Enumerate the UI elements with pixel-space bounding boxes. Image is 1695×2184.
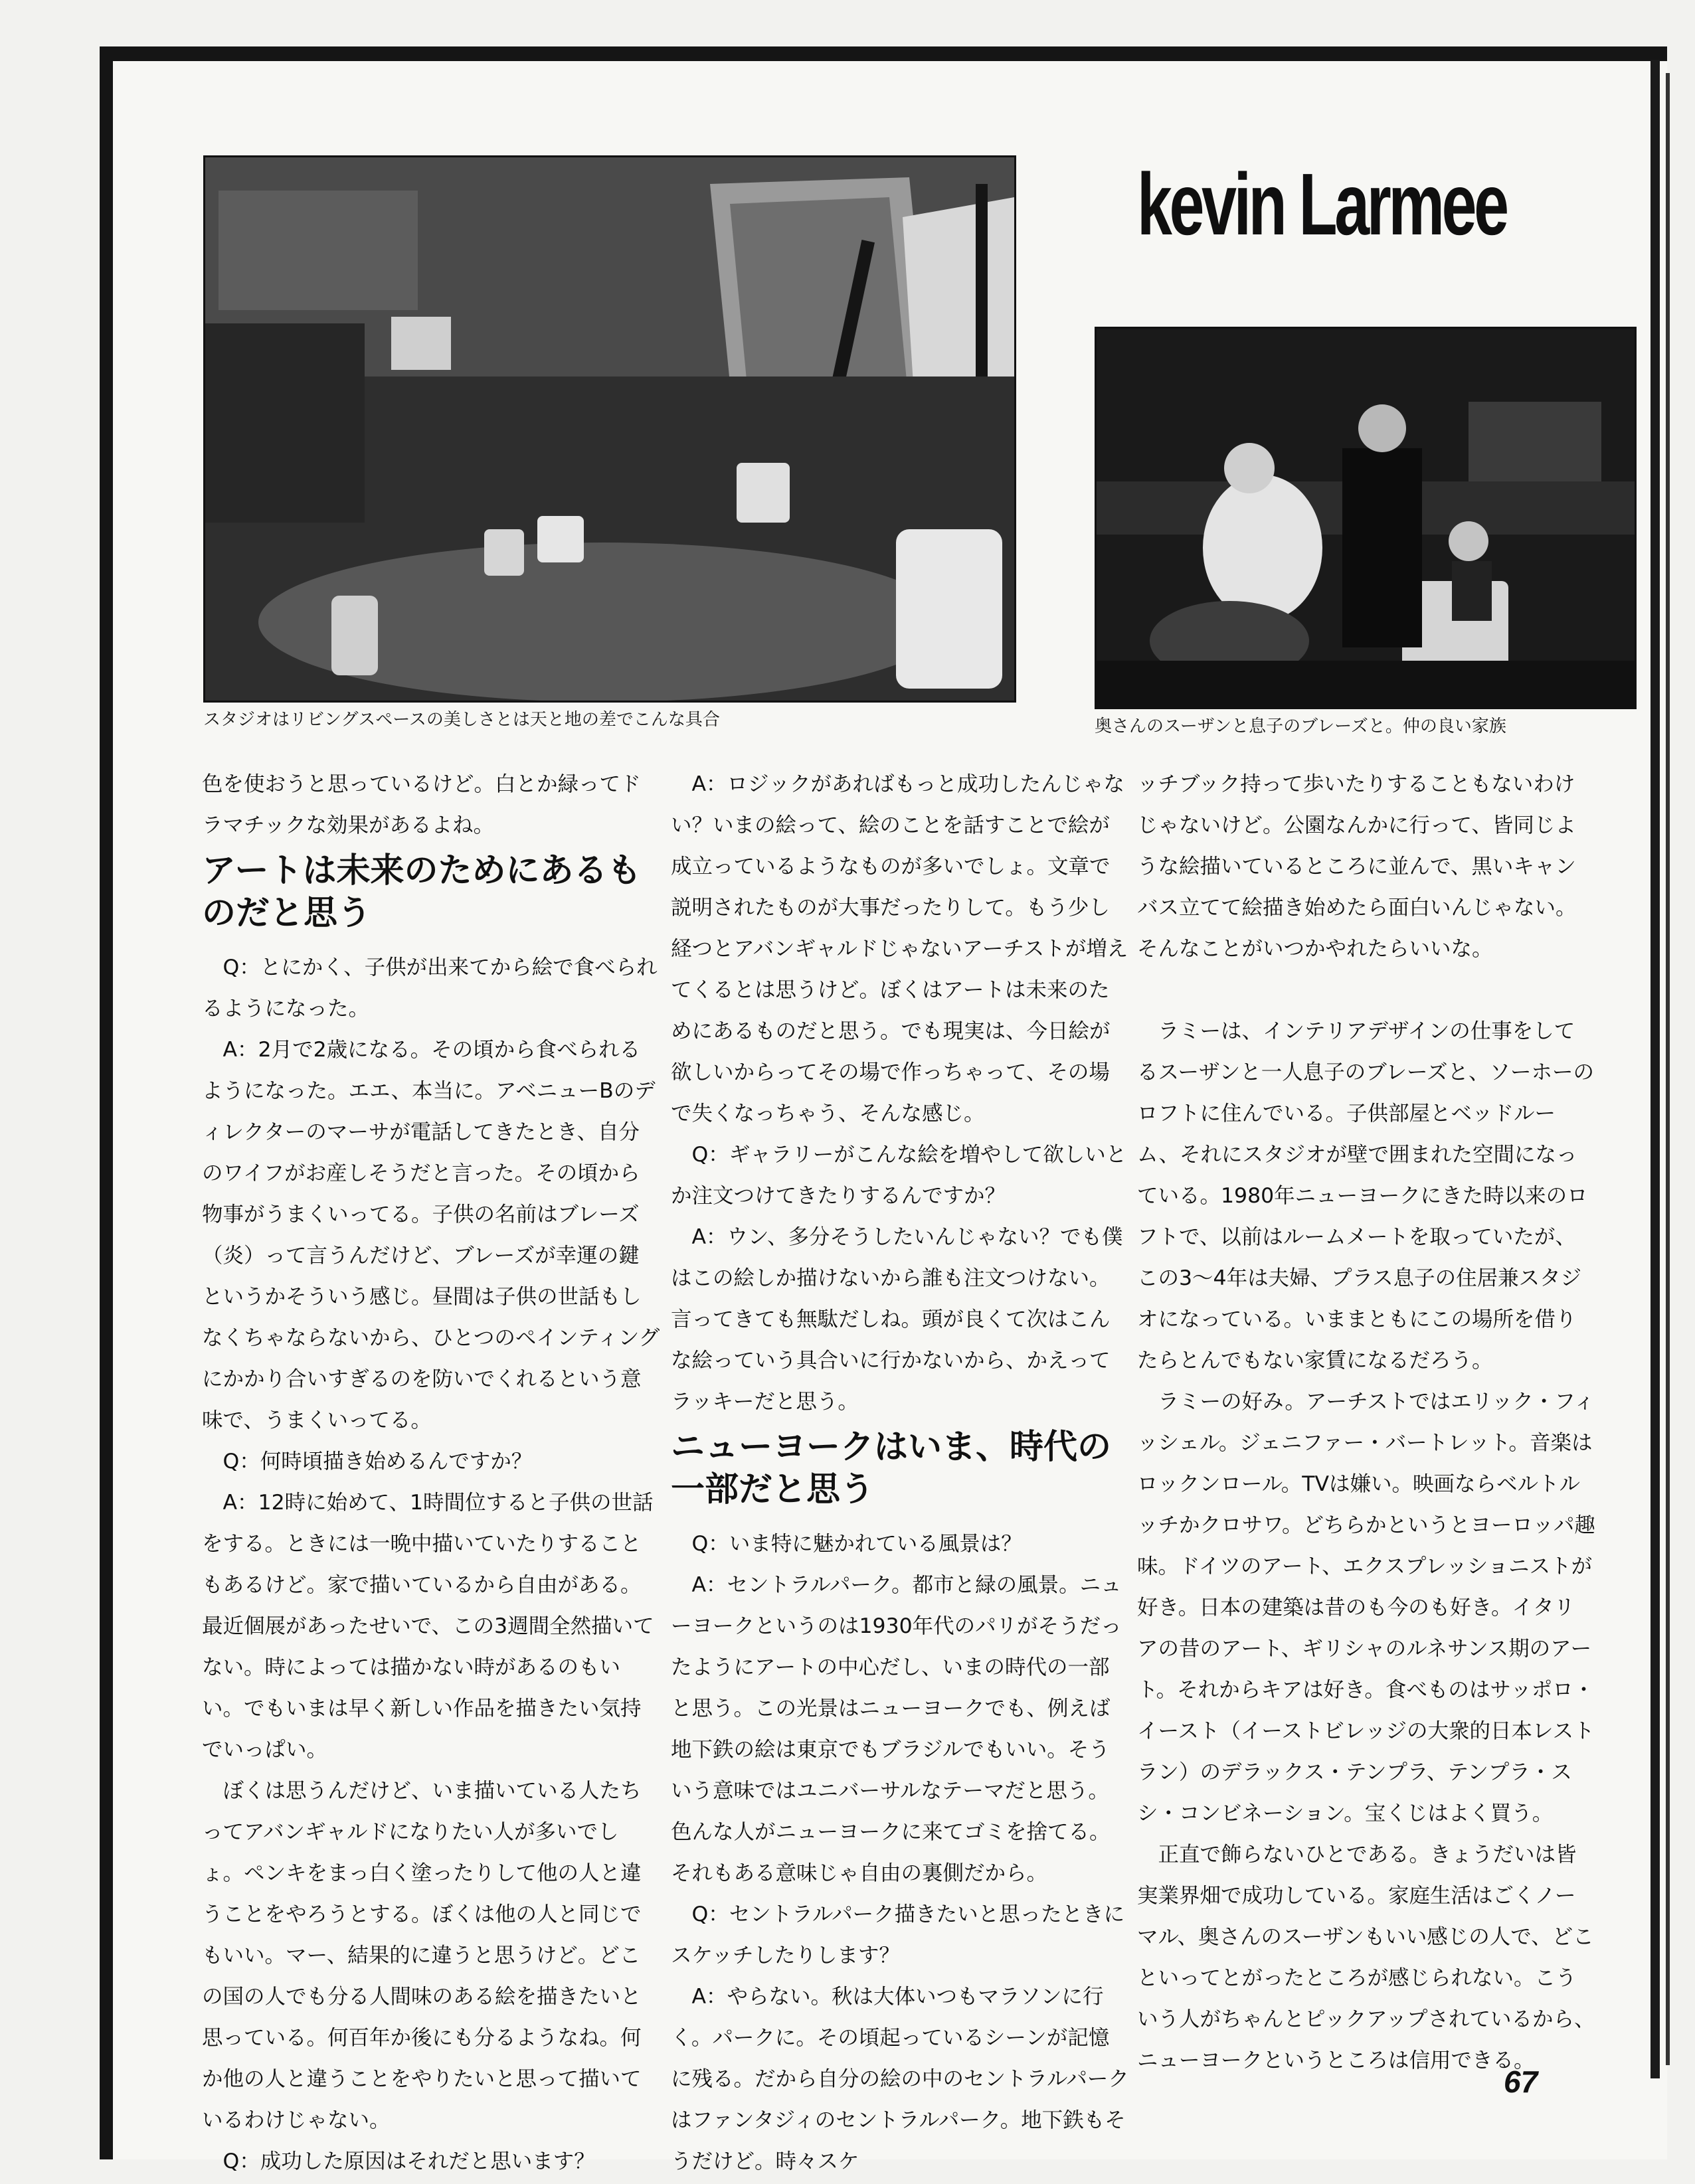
border-rule xyxy=(1650,60,1660,2078)
studio-photo-image xyxy=(205,157,1014,701)
paragraph: Q：セントラルパーク描きたいと思ったときにスケッチしたりします？ xyxy=(671,1902,1125,1968)
article-column-2 xyxy=(671,764,1129,2182)
section-heading: アートは未来のためにあるものだと思う xyxy=(202,851,642,933)
paragraph: 正直で飾らないひとである。きょうだいは皆実業界畑で成功している。家庭生活はごくノーマル、奥さんのスーザンもいい感じの人で、どこといってとがったところが感じられない。こういう人がちゃんとピックアップされているから、ニューヨークというところは信用できる。 xyxy=(1137,1843,1595,2072)
family-photo-caption: 奥さんのスーザンと息子のブレーズと。仲の良い家族 xyxy=(1095,716,1506,736)
border-rule xyxy=(1666,73,1670,2065)
paragraph: A：12時に始めて、1時間位すると子供の世話をする。ときには一晩中描いていたりすることもあるけど。家で描いているから自由がある。最近個展があったせいで、この3週間全然描いてない。時によっては描かない時があるのもいい。でもいまは早く新しい作品を描きたい気持でいっぱい。 xyxy=(202,1491,654,1762)
paragraph: Q：成功した原因はそれだと思います？ xyxy=(223,2149,595,2173)
article-column-3 xyxy=(1137,764,1595,2081)
family-photo xyxy=(1095,327,1637,709)
paragraph: ラミーは、インテリアデザインの仕事をしてるスーザンと一人息子のブレーズと、ソーホーのロフトに住んでいる。子供部屋とベッドルーム、それにスタジオが壁で囲まれた空間になっている。1980年ニューヨークにきた時以来のロフトで、以前はルームメートを取っていたが、この3～4年は夫婦、プラス息子の住居兼スタジオになっている。いままともにこの場所を借りたらとんでもない家賃になるだろう。 xyxy=(1137,1019,1594,1373)
paragraph: A：ウン、多分そうしたいんじゃない？でも僕はこの絵しか描けないから誰も注文つけない。言ってきても無駄だしね。頭が良くて次はこんな絵っていう具合いに行かないから、かえってラッキーだと思う。 xyxy=(671,1225,1123,1414)
paragraph: Q：ギャラリーがこんな絵を増やして欲しいとか注文つけてきたりするんですか？ xyxy=(671,1143,1127,1208)
paragraph: A：やらない。秋は大体いつもマラソンに行く。パークに。その頃起っているシーンが記憶に残る。だから自分の絵の中のセントラルパークはファンタジィのセントラルパーク。地下鉄もそうだけど。時々スケ xyxy=(671,1985,1129,2173)
page-title: kevin Larmee xyxy=(1137,155,1506,253)
article-column-1 xyxy=(202,764,660,2182)
paragraph: A：ロジックがあればもっと成功したんじゃない？いまの絵って、絵のことを話すことで絵が成立っているようなものが多いでしょ。文章で説明されたものが大事だったりして。もう少し経つとアバンギャルドじゃないアーチストが増えてくるとは思うけど。ぼくはアートは未来のためにあるものだと思う。でも現実は、今日絵が欲しいからってその場で作っちゃって、その場で失くなっちゃう、そんな感じ。 xyxy=(671,772,1128,1126)
paragraph: Q：とにかく、子供が出来てから絵で食べられるようになった。 xyxy=(202,956,658,1021)
paragraph: A：2月で2歳になる。その頃から食べられるようになった。エエ、本当に。アベニューBのディレクターのマーサが電話してきたとき、自分のワイフがお産しそうだと言った。その頃から物事がうまくいってる。子供の名前はブレーズ（炎）って言うんだけど、ブレーズが幸運の鍵というかそういう感じ。昼間は子供の世話もしなくちゃならないから、ひとつのペインティングにかかり合いすぎるのを防いでくれるという意味で、うまくいってる。 xyxy=(202,1038,660,1432)
paragraph: 色を使おうと思っているけど。白とか緑ってドラマチックな効果があるよね。 xyxy=(202,772,641,837)
family-photo-image xyxy=(1097,329,1635,707)
paragraph: Q：何時頃描き始めるんですか？ xyxy=(223,1450,533,1473)
paragraph: ラミーの好み。アーチストではエリック・フィッシェル。ジェニファー・バートレット。音楽はロックンロール。TVは嫌い。映画ならベルトルッチかクロサワ。どちらかというとヨーロッパ趣味。ドイツのアート、エクスプレッショニストが好き。日本の建築は昔のも今のも好き。イタリアの昔のアート、ギリシャのルネサンス期のアート。それからキアは好き。食べものはサッポロ・イースト（イーストビレッジの大衆的日本レストラン）のデラックス・テンプラ、テンプラ・スシ・コンビネーション。宝くじはよく買う。 xyxy=(1137,1390,1595,1825)
section-heading: ニューヨークはいま、時代の一部だと思う xyxy=(671,1428,1112,1509)
paragraph: ッチブック持って歩いたりすることもないわけじゃないけど。公園なんかに行って、皆同じような絵描いているところに並んで、黒いキャンバス立てて絵描き始めたら面白いんじゃない。そんなことがいつかやれたらいいな。 xyxy=(1137,772,1577,961)
page-number: 67 xyxy=(1504,2064,1538,2099)
studio-photo-caption: スタジオはリビングスペースの美しさとは天と地の差でこんな具合 xyxy=(203,710,720,730)
paragraph: Q：いま特に魅かれている風景は？ xyxy=(691,1532,1022,1556)
paragraph: ぼくは思うんだけど、いま描いている人たちってアバンギャルドになりたい人が多いでしょ。ペンキをまっ白く塗ったりして他の人と違うことをやろうとする。ぼくは他の人と同じでもいい。マー、結果的に違うと思うけど。どこの国の人でも分る人間味のある絵を描きたいと思っている。何百年か後にも分るようなね。何か他の人と違うことをやりたいと思って描いているわけじゃない。 xyxy=(202,1779,642,2132)
paragraph: A：セントラルパーク。都市と緑の風景。ニューヨークというのは1930年代のパリがそうだったようにアートの中心だし、いまの時代の一部と思う。この光景はニューヨークでも、例えば地下鉄の絵は東京でもブラジルでもいい。そういう意味ではユニバーサルなテーマだと思う。色んな人がニューヨークに来てゴミを捨てる。それもある意味じゃ自由の裏側だから。 xyxy=(671,1573,1122,1885)
studio-photo xyxy=(203,155,1016,703)
